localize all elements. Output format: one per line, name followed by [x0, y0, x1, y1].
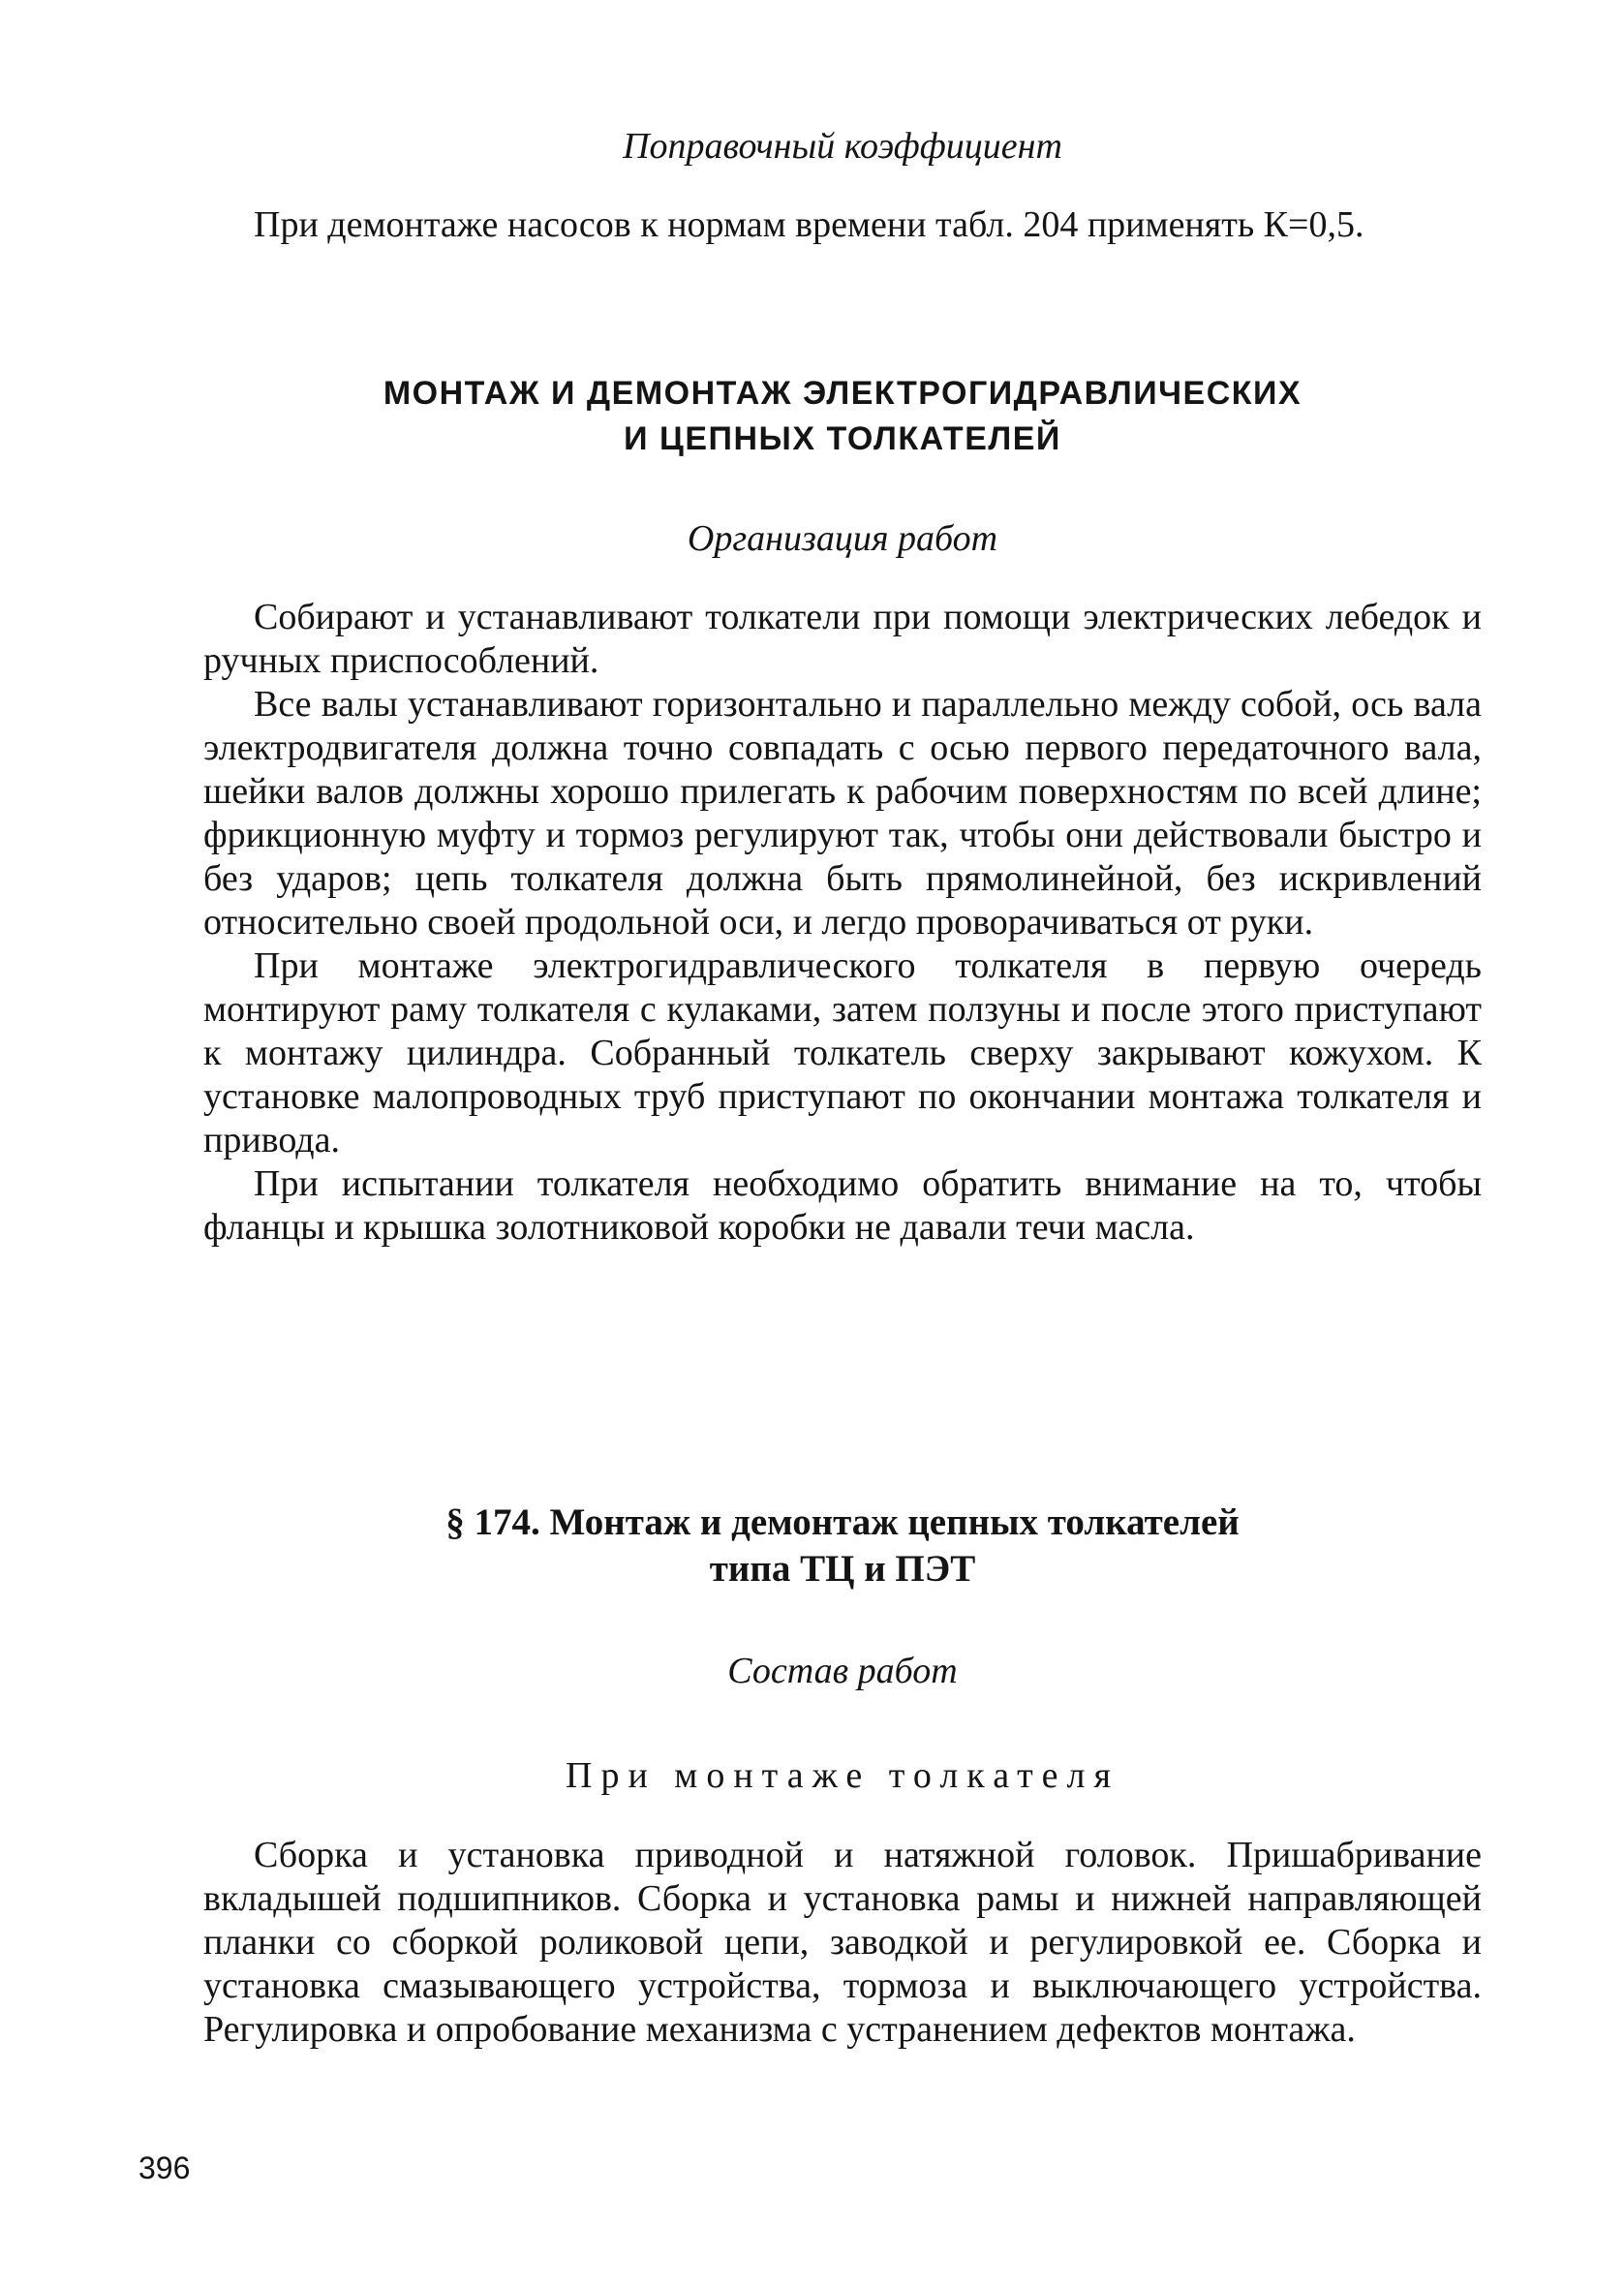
section-title-line-2: И ЦЕПНЫХ ТОЛКАТЕЛЕЙ [624, 420, 1061, 457]
section-174-title-line-2: типа ТЦ и ПЭТ [709, 1548, 976, 1590]
organization-heading: Организация работ [687, 518, 998, 559]
section-title-line-1: МОНТАЖ И ДЕМОНТАЖ ЭЛЕКТРОГИДРАВЛИЧЕСКИХ [383, 375, 1302, 412]
correction-text: При демонтаже насосов к нормам времени табл. 204 применять К=0,5. [254, 204, 1364, 245]
work-composition-heading: Состав работ [727, 1651, 958, 1691]
paragraph: При испытании толкателя необходимо обратить внимание на то, чтобы фланцы и крышка золотниковой коробки не давали течи масла. [203, 1163, 1482, 1248]
paragraph: При монтаже электрогидравлического толкателя в первую очередь монтируют раму толкателя с кулаками, затем ползуны и после этого приступают к монтажу цилиндра. Собранный толкатель сверху закрывают кожухом. К установке малопроводных труб приступают по окончании монтажа толкателя и привода. [203, 945, 1482, 1160]
installation-heading: При монтаже толкателя [566, 1755, 1119, 1796]
paragraph: Собирают и устанавливают толкатели при помощи электрических лебедок и ручных приспособлений. [203, 597, 1482, 681]
correction-heading: Поправочный коэффициент [623, 126, 1062, 167]
organization-body [203, 596, 1482, 1250]
paragraph: Все валы устанавливают горизонтально и параллельно между собой, ось вала электродвигателя должна точно совпадать с осью первого передаточного вала, шейки валов должны хорошо прилегать к рабочим поверхностям по всей длине; фрикционную муфту и тормоз регулируют так, чтобы они действовали быстро и без ударов; цепь толкателя должна быть прямолинейной, без искривлений относительно своей продольной оси, и легдо проворачиваться от руки. [203, 684, 1482, 943]
installation-text: Сборка и установка приводной и натяжной головок. Пришабривание вкладышей подшипников. Сборка и установка рамы и нижней направляющей планки со сборкой роликовой цепи, заводкой и регулировкой ее. Сборка и установка смазывающего устройства, тормоза и выключающего устройства. Регулировка и опробование механизма с устранением дефектов монтажа. [203, 1835, 1482, 2050]
section-174-title-line-1: § 174. Монтаж и демонтаж цепных толкателей [445, 1501, 1240, 1543]
page-number: 396 [138, 2150, 191, 2185]
